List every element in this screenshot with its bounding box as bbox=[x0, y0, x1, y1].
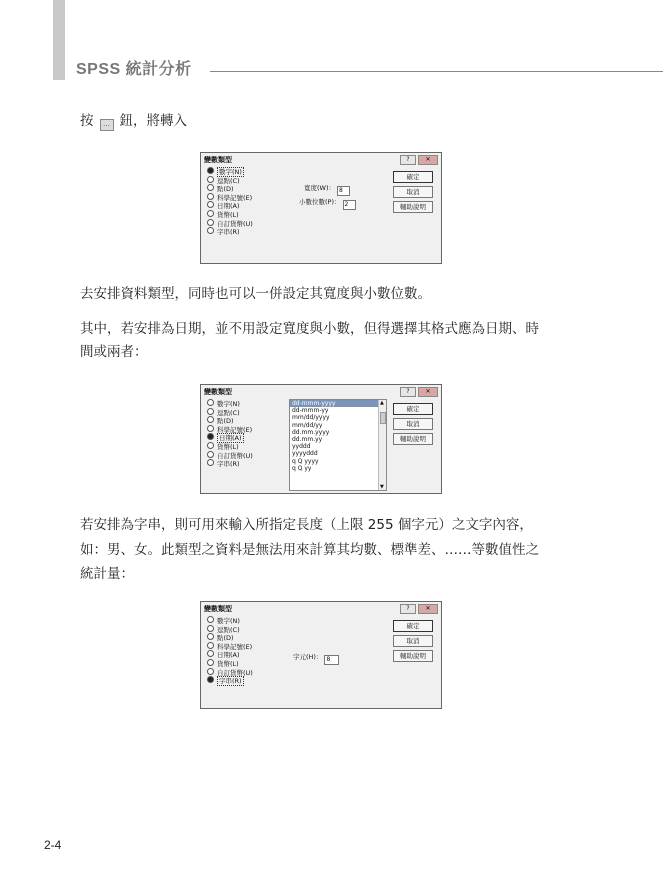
ok-button[interactable]: 確定 bbox=[393, 171, 433, 183]
help-question-icon[interactable]: ? bbox=[400, 387, 416, 397]
ok-button[interactable]: 確定 bbox=[393, 620, 433, 632]
radio-string[interactable] bbox=[207, 227, 253, 236]
radio-comma[interactable] bbox=[207, 176, 253, 185]
radio-label: 逗點(C) bbox=[217, 176, 240, 185]
format-item[interactable]: q Q yy bbox=[292, 464, 312, 472]
paragraph-3-line-1: 其中，若安排為日期，並不用設定寬度與小數，但得選擇其格式應為日期、時 bbox=[80, 321, 539, 337]
radio-custom-currency[interactable] bbox=[207, 668, 253, 677]
radio-dot-icon bbox=[207, 408, 214, 415]
decimals-field-row bbox=[299, 197, 356, 210]
radio-dot-icon bbox=[207, 184, 214, 191]
radio-dot[interactable] bbox=[207, 416, 253, 425]
radio-dollar[interactable] bbox=[207, 210, 253, 219]
radio-scientific[interactable] bbox=[207, 193, 253, 202]
radio-label: 字串(R) bbox=[217, 228, 240, 237]
close-icon[interactable]: ✕ bbox=[418, 155, 438, 165]
radio-dot-icon bbox=[207, 416, 214, 423]
radio-label: 科學記號(E) bbox=[217, 642, 253, 651]
radio-dot-icon bbox=[207, 650, 214, 657]
radio-label: 貨幣(L) bbox=[217, 442, 239, 451]
side-bar bbox=[53, 0, 65, 80]
scroll-thumb[interactable] bbox=[380, 412, 386, 424]
radio-dot[interactable] bbox=[207, 633, 253, 642]
format-item[interactable]: q Q yyyy bbox=[292, 457, 319, 465]
radio-numeric[interactable] bbox=[207, 167, 253, 176]
help-question-icon[interactable]: ? bbox=[400, 155, 416, 165]
radio-label: 數字(N) bbox=[217, 617, 240, 625]
paragraph-2: 去安排資料類型，同時也可以一併設定其寬度與小數位數。 bbox=[80, 286, 431, 302]
dialog-title: 變數類型 bbox=[204, 605, 232, 613]
radio-scientific[interactable] bbox=[207, 425, 253, 434]
radio-dot-icon bbox=[207, 210, 214, 217]
radio-label: 點(D) bbox=[217, 634, 234, 643]
decimals-label: 小數位數(P)： bbox=[299, 198, 341, 206]
radio-dot-icon bbox=[207, 399, 214, 406]
ellipsis-button-icon: … bbox=[100, 119, 114, 131]
radio-label: 貨幣(L) bbox=[217, 659, 239, 668]
radio-label: 點(D) bbox=[217, 185, 234, 194]
type-radio-group bbox=[207, 616, 253, 685]
radio-date[interactable] bbox=[207, 433, 253, 442]
radio-numeric[interactable] bbox=[207, 616, 253, 625]
dialog-title: 變數類型 bbox=[204, 156, 232, 164]
window-buttons bbox=[400, 604, 438, 614]
variable-type-dialog-date bbox=[200, 384, 442, 494]
help-button[interactable]: 輔助說明 bbox=[393, 433, 433, 445]
radio-dot-icon bbox=[207, 625, 214, 632]
radio-string[interactable] bbox=[207, 676, 253, 685]
radio-numeric[interactable] bbox=[207, 399, 253, 408]
format-item[interactable]: dd-mmm-yyyy bbox=[290, 400, 386, 407]
format-item[interactable]: mm/dd/yyyy bbox=[292, 414, 330, 422]
radio-custom-currency[interactable] bbox=[207, 451, 253, 460]
radio-custom-currency[interactable] bbox=[207, 219, 253, 228]
radio-label: 點(D) bbox=[217, 417, 234, 426]
radio-label: 字串(R) bbox=[219, 677, 242, 686]
radio-dot-icon bbox=[207, 459, 214, 466]
scroll-up-icon[interactable]: ▲ bbox=[380, 400, 384, 406]
help-button[interactable]: 輔助說明 bbox=[393, 201, 433, 213]
radio-string[interactable] bbox=[207, 459, 253, 468]
radio-dot-icon bbox=[207, 219, 214, 226]
characters-field-row bbox=[293, 652, 339, 665]
paragraph-1 bbox=[80, 110, 187, 133]
radio-label: 字串(R) bbox=[217, 460, 240, 469]
ok-button[interactable]: 確定 bbox=[393, 403, 433, 415]
radio-dot-icon bbox=[207, 633, 214, 640]
format-item[interactable]: yyddd bbox=[292, 443, 311, 451]
format-item[interactable]: dd-mmm-yy bbox=[292, 407, 329, 415]
format-item[interactable]: dd.mm.yy bbox=[292, 435, 323, 443]
date-format-list[interactable] bbox=[289, 399, 387, 491]
paragraph-1-before: 按 bbox=[80, 113, 94, 129]
radio-label: 科學記號(E) bbox=[217, 193, 253, 202]
page-number: 2-4 bbox=[44, 838, 62, 852]
radio-dot-icon bbox=[207, 193, 214, 200]
radio-dot-icon bbox=[207, 642, 214, 649]
radio-dot-icon bbox=[207, 176, 214, 183]
characters-input[interactable]: 8 bbox=[324, 655, 339, 665]
radio-date[interactable] bbox=[207, 650, 253, 659]
radio-comma[interactable] bbox=[207, 625, 253, 634]
window-buttons bbox=[400, 155, 438, 165]
window-buttons bbox=[400, 387, 438, 397]
radio-label: 日期(A) bbox=[219, 434, 242, 443]
variable-type-dialog-string bbox=[200, 601, 442, 709]
radio-dot-icon bbox=[207, 451, 214, 458]
format-item[interactable]: mm/dd/yy bbox=[292, 421, 323, 429]
radio-label: 自訂貨幣(U) bbox=[217, 451, 253, 460]
cancel-button[interactable]: 取消 bbox=[393, 418, 433, 430]
scroll-down-icon[interactable]: ▼ bbox=[380, 484, 384, 490]
type-radio-group bbox=[207, 399, 253, 468]
radio-dot-icon bbox=[207, 433, 214, 440]
radio-label: 數字(N) bbox=[217, 400, 240, 408]
help-question-icon[interactable]: ? bbox=[400, 604, 416, 614]
width-input[interactable]: 8 bbox=[337, 186, 350, 196]
radio-label: 自訂貨幣(U) bbox=[217, 668, 253, 677]
header-rule bbox=[210, 71, 663, 72]
paragraph-4-line-3: 統計量： bbox=[80, 566, 134, 582]
radio-dot-icon bbox=[207, 227, 214, 234]
radio-label: 貨幣(L) bbox=[217, 210, 239, 219]
paragraph-4-line-2: 如：男、女。此類型之資料是無法用來計算其均數、標準差、……等數值性之 bbox=[80, 542, 539, 558]
decimals-input[interactable]: 2 bbox=[343, 200, 356, 210]
radio-dot-icon bbox=[207, 425, 214, 432]
paragraph-4-line-1: 若安排為字串，則可用來輸入所指定長度（上限 255 個字元）之文字內容， bbox=[80, 517, 533, 533]
width-field-row bbox=[304, 183, 350, 196]
radio-dot[interactable] bbox=[207, 184, 253, 193]
radio-label: 逗點(C) bbox=[217, 625, 240, 634]
radio-label: 自訂貨幣(U) bbox=[217, 219, 253, 228]
radio-dollar[interactable] bbox=[207, 442, 253, 451]
paragraph-1-after: 鈕，將轉入 bbox=[119, 113, 187, 129]
cancel-button[interactable]: 取消 bbox=[393, 186, 433, 198]
radio-dot-icon bbox=[207, 676, 214, 683]
close-icon[interactable]: ✕ bbox=[418, 604, 438, 614]
radio-label: 日期(A) bbox=[217, 202, 240, 211]
type-radio-group bbox=[207, 167, 253, 236]
running-head: SPSS 統計分析 bbox=[76, 61, 192, 78]
radio-scientific[interactable] bbox=[207, 642, 253, 651]
radio-date[interactable] bbox=[207, 201, 253, 210]
dialog-title: 變數類型 bbox=[204, 388, 232, 396]
characters-label: 字元(H)： bbox=[293, 653, 323, 661]
radio-label: 數字(N) bbox=[219, 168, 242, 176]
format-item[interactable]: dd.mm.yyyy bbox=[292, 428, 330, 436]
list-scrollbar[interactable] bbox=[378, 400, 386, 490]
variable-type-dialog-numeric bbox=[200, 152, 442, 264]
radio-dot-icon bbox=[207, 616, 214, 623]
paragraph-3-line-2: 間或兩者： bbox=[80, 344, 148, 360]
radio-dot-icon bbox=[207, 659, 214, 666]
radio-label: 逗點(C) bbox=[217, 408, 240, 417]
radio-label: 科學記號(E) bbox=[217, 425, 253, 434]
radio-dot-icon bbox=[207, 167, 214, 174]
help-button[interactable]: 輔助說明 bbox=[393, 650, 433, 662]
close-icon[interactable]: ✕ bbox=[418, 387, 438, 397]
radio-dot-icon bbox=[207, 442, 214, 449]
width-label: 寬度(W)： bbox=[304, 184, 335, 192]
radio-label: 日期(A) bbox=[217, 651, 240, 660]
radio-dollar[interactable] bbox=[207, 659, 253, 668]
cancel-button[interactable]: 取消 bbox=[393, 635, 433, 647]
format-item[interactable]: yyyyddd bbox=[292, 450, 318, 458]
radio-dot-icon bbox=[207, 201, 214, 208]
radio-comma[interactable] bbox=[207, 408, 253, 417]
radio-dot-icon bbox=[207, 668, 214, 675]
